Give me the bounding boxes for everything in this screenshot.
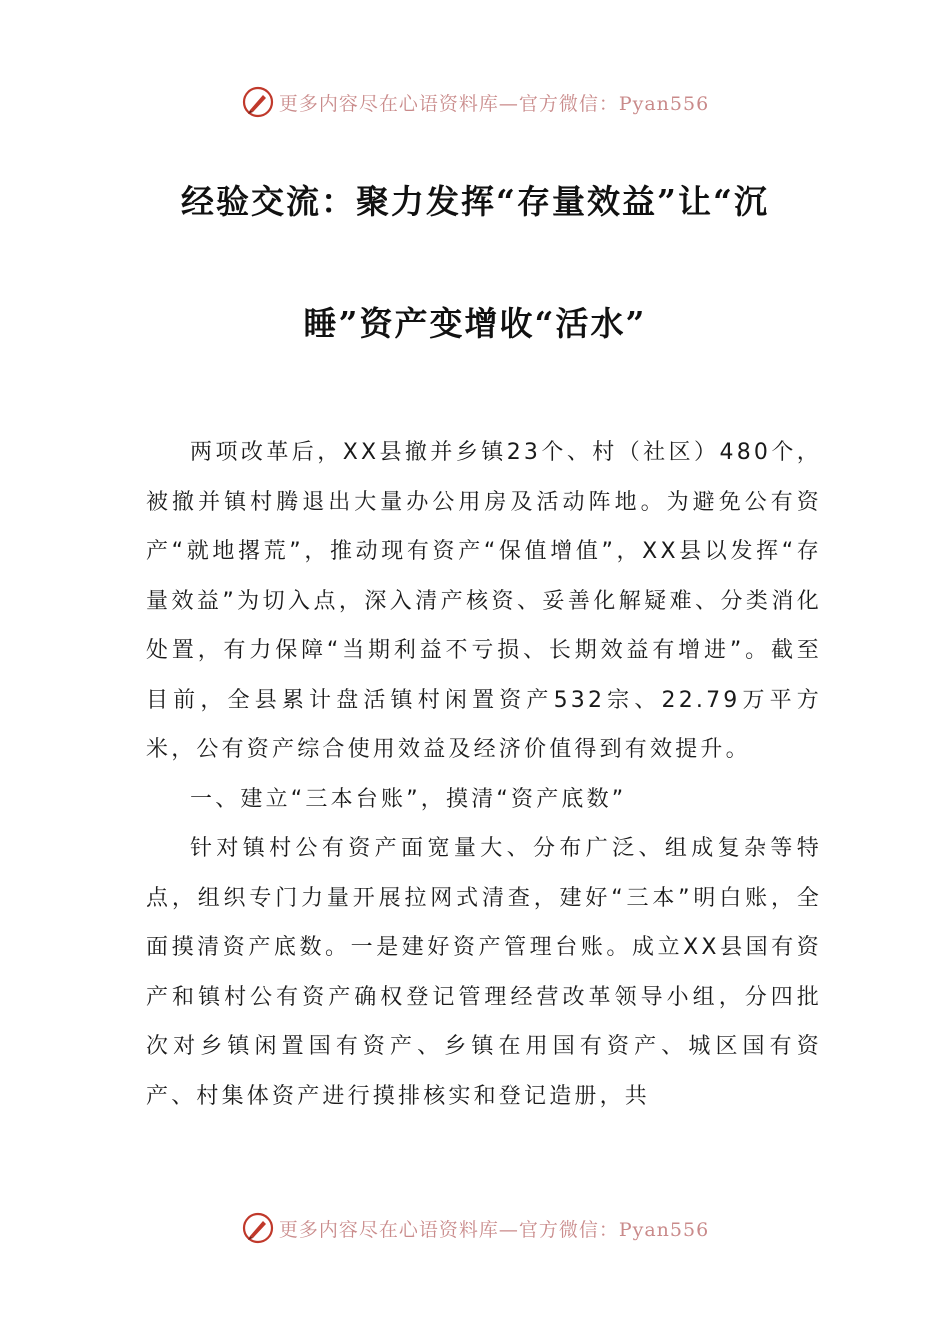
- document-title-line-1: 经验交流：聚力发挥“存量效益”让“沉: [181, 182, 769, 221]
- pen-logo-icon: [241, 85, 275, 119]
- document-title-line-2: 睡”资产变增收“活水”: [303, 304, 647, 343]
- paragraph-section-1: 针对镇村公有资产面宽量大、分布广泛、组成复杂等特点，组织专门力量开展拉网式清查，建好“三本”明白账，全面摸清资产底数。一是建好资产管理台账。成立XX县国有资产和镇村公有资产确权登记管理经营改革领导小组，分四批次对乡镇闲置国有资产、乡镇在用国有资产、城区国有资产、村集体资产进行摸排核实和登记造册，共: [146, 836, 822, 1109]
- watermark-text: 更多内容尽在心语资料库—官方微信：Pyan556: [278, 92, 710, 115]
- watermark-footer: [0, 1208, 950, 1248]
- watermark-header: [0, 82, 950, 122]
- section-heading-1: 一、建立“三本台账”，摸清“资产底数”: [190, 786, 627, 812]
- document-body: [146, 428, 822, 1121]
- pen-logo-icon: [241, 1211, 275, 1245]
- watermark-text: 更多内容尽在心语资料库—官方微信：Pyan556: [278, 1218, 710, 1241]
- paragraph-intro: 两项改革后，XX县撤并乡镇23个、村（社区）480个，被撤并镇村腾退出大量办公用房及活动阵地。为避免公有资产“就地撂荒”，推动现有资产“保值增值”，XX县以发挥“存量效益”为切入点，深入清产核资、妥善化解疑难、分类消化处置，有力保障“当期利益不亏损、长期效益有增进”。截至目前，全县累计盘活镇村闲置资产532宗、22.79万平方米，公有资产综合使用效益及经济价值得到有效提升。: [146, 440, 822, 762]
